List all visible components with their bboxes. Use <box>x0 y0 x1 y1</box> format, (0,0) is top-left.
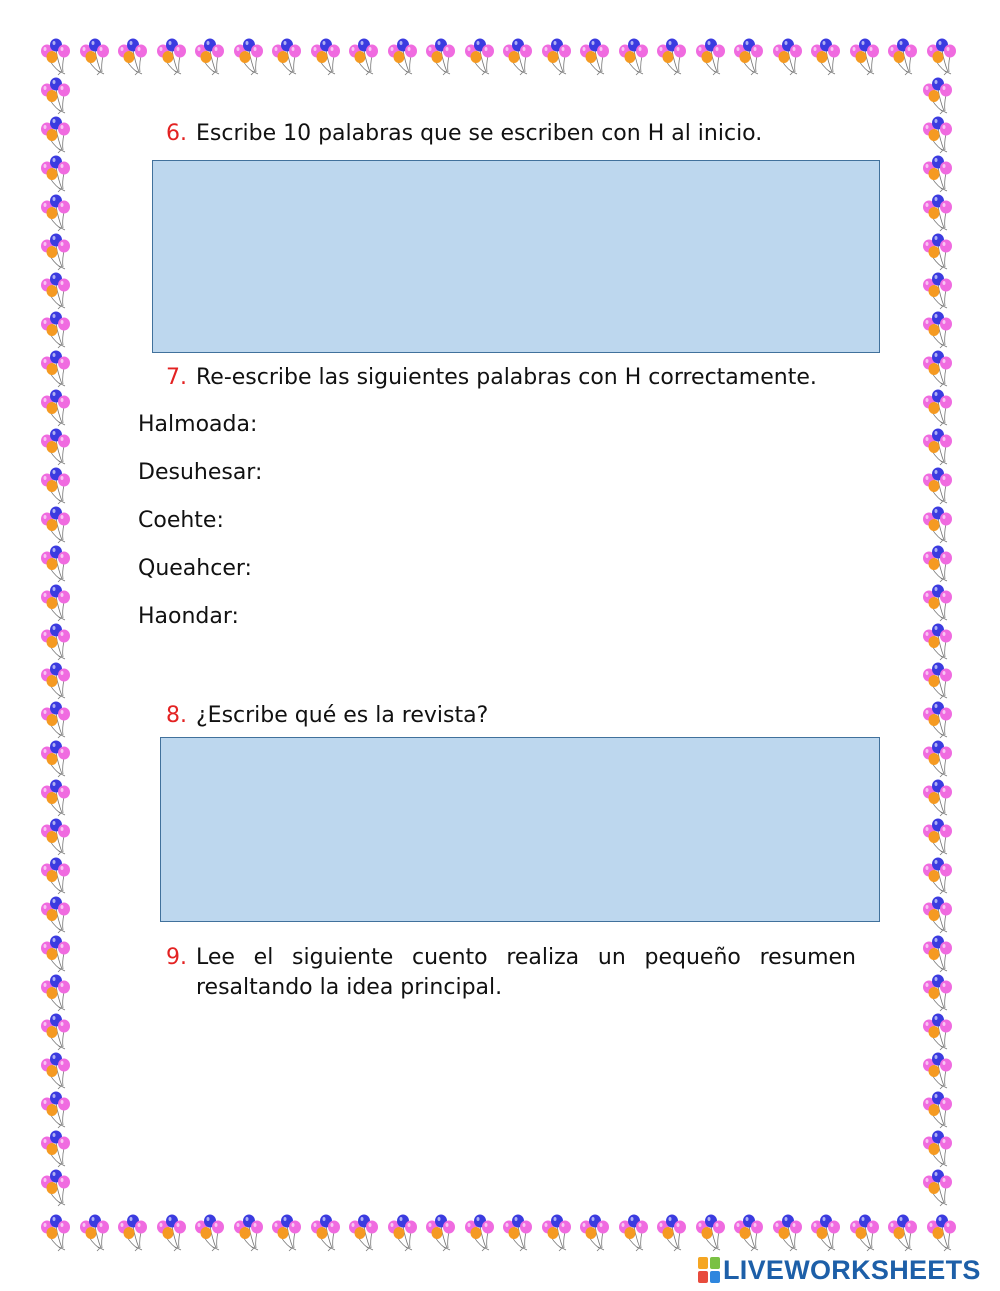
word-item: Halmoada: <box>138 412 258 437</box>
balloon-icon <box>920 935 959 974</box>
balloon-icon <box>920 701 959 740</box>
balloon-icon <box>885 1214 924 1253</box>
balloon-icon <box>885 38 924 77</box>
balloon-icon <box>38 779 77 818</box>
balloon-icon <box>192 1214 231 1253</box>
question-number: 6. <box>166 121 187 146</box>
balloon-icon <box>308 1214 347 1253</box>
balloon-icon <box>920 818 959 857</box>
balloon-icon <box>920 662 959 701</box>
question-text: Lee el siguiente cuento realiza un pequeño resumen resaltando la idea principal. <box>196 945 856 1000</box>
answer-box-8[interactable] <box>160 737 880 922</box>
balloon-icon <box>38 1214 77 1253</box>
question-7 <box>166 363 817 393</box>
balloon-icon <box>920 545 959 584</box>
question-6 <box>166 119 762 149</box>
balloon-icon <box>924 38 963 77</box>
balloon-icon <box>38 194 77 233</box>
balloon-icon <box>77 38 116 77</box>
balloon-icon <box>924 1214 963 1253</box>
question-text: ¿Escribe qué es la revista? <box>196 703 489 728</box>
balloon-icon <box>693 38 732 77</box>
balloon-icon <box>77 1214 116 1253</box>
balloon-icon <box>539 1214 578 1253</box>
balloon-icon <box>920 779 959 818</box>
balloon-icon <box>920 584 959 623</box>
balloon-icon <box>920 623 959 662</box>
balloon-icon <box>38 350 77 389</box>
balloon-icon <box>577 38 616 77</box>
question-8 <box>166 701 488 731</box>
balloon-icon <box>38 662 77 701</box>
balloon-icon <box>920 1091 959 1130</box>
balloon-icon <box>920 740 959 779</box>
balloon-icon <box>920 350 959 389</box>
balloon-icon <box>462 38 501 77</box>
balloon-icon <box>920 272 959 311</box>
balloon-icon <box>38 857 77 896</box>
balloon-icon <box>920 1130 959 1169</box>
balloon-icon <box>38 506 77 545</box>
balloon-icon <box>38 77 77 116</box>
balloon-icon <box>731 1214 770 1253</box>
balloon-icon <box>920 194 959 233</box>
balloon-icon <box>385 1214 424 1253</box>
balloon-icon <box>654 1214 693 1253</box>
balloon-icon <box>38 155 77 194</box>
balloon-icon <box>920 428 959 467</box>
balloon-icon <box>920 506 959 545</box>
balloon-icon <box>38 467 77 506</box>
balloon-icon <box>38 1052 77 1091</box>
balloon-icon <box>920 155 959 194</box>
balloon-icon <box>38 1169 77 1208</box>
word-item: Haondar: <box>138 604 239 629</box>
balloon-icon <box>154 1214 193 1253</box>
balloon-icon <box>920 467 959 506</box>
balloon-icon <box>920 311 959 350</box>
balloon-icon <box>269 1214 308 1253</box>
balloon-border-left <box>38 77 77 1208</box>
question-number: 8. <box>166 703 187 728</box>
balloon-icon <box>38 1013 77 1052</box>
balloon-icon <box>616 1214 655 1253</box>
balloon-icon <box>38 311 77 350</box>
logo-mark-icon <box>698 1257 720 1283</box>
balloon-icon <box>38 545 77 584</box>
balloon-icon <box>38 935 77 974</box>
balloon-icon <box>38 389 77 428</box>
balloon-icon <box>38 623 77 662</box>
balloon-icon <box>38 584 77 623</box>
balloon-icon <box>154 38 193 77</box>
answer-box-6[interactable] <box>152 160 880 353</box>
balloon-icon <box>231 1214 270 1253</box>
balloon-icon <box>423 1214 462 1253</box>
question-text: Escribe 10 palabras que se escriben con H al inicio. <box>196 121 763 146</box>
balloon-icon <box>920 389 959 428</box>
balloon-icon <box>38 896 77 935</box>
balloon-icon <box>616 38 655 77</box>
balloon-icon <box>920 896 959 935</box>
balloon-icon <box>38 428 77 467</box>
balloon-icon <box>770 38 809 77</box>
balloon-icon <box>38 974 77 1013</box>
balloon-icon <box>38 701 77 740</box>
question-9 <box>166 943 858 1003</box>
question-number: 7. <box>166 365 187 390</box>
balloon-icon <box>847 38 886 77</box>
balloon-icon <box>577 1214 616 1253</box>
balloon-icon <box>38 1091 77 1130</box>
balloon-icon <box>808 1214 847 1253</box>
balloon-icon <box>38 272 77 311</box>
balloon-icon <box>38 116 77 155</box>
balloon-icon <box>770 1214 809 1253</box>
balloon-icon <box>847 1214 886 1253</box>
balloon-icon <box>38 740 77 779</box>
word-item: Coehte: <box>138 508 224 533</box>
balloon-icon <box>920 77 959 116</box>
word-item: Queahcer: <box>138 556 252 581</box>
balloon-icon <box>920 857 959 896</box>
balloon-icon <box>920 1052 959 1091</box>
balloon-icon <box>269 38 308 77</box>
balloon-icon <box>654 38 693 77</box>
balloon-icon <box>539 38 578 77</box>
logo-text: LIVEWORKSHEETS <box>723 1254 981 1285</box>
balloon-icon <box>423 38 462 77</box>
word-item: Desuhesar: <box>138 460 263 485</box>
balloon-icon <box>808 38 847 77</box>
balloon-border-bottom <box>38 1214 962 1253</box>
balloon-icon <box>500 38 539 77</box>
balloon-border-top <box>38 38 962 77</box>
balloon-icon <box>693 1214 732 1253</box>
question-number: 9. <box>166 945 187 970</box>
balloon-icon <box>346 38 385 77</box>
question-text: Re-escribe las siguientes palabras con H correctamente. <box>196 365 817 390</box>
balloon-icon <box>920 116 959 155</box>
balloon-icon <box>38 38 77 77</box>
balloon-icon <box>920 233 959 272</box>
balloon-icon <box>385 38 424 77</box>
balloon-icon <box>346 1214 385 1253</box>
balloon-icon <box>308 38 347 77</box>
balloon-border-right <box>920 77 959 1208</box>
balloon-icon <box>38 818 77 857</box>
balloon-icon <box>462 1214 501 1253</box>
balloon-icon <box>38 1130 77 1169</box>
balloon-icon <box>920 1013 959 1052</box>
balloon-icon <box>731 38 770 77</box>
balloon-icon <box>500 1214 539 1253</box>
balloon-icon <box>115 1214 154 1253</box>
balloon-icon <box>38 233 77 272</box>
balloon-icon <box>920 974 959 1013</box>
balloon-icon <box>231 38 270 77</box>
balloon-icon <box>115 38 154 77</box>
balloon-icon <box>192 38 231 77</box>
balloon-icon <box>920 1169 959 1208</box>
liveworksheets-logo <box>698 1255 981 1285</box>
